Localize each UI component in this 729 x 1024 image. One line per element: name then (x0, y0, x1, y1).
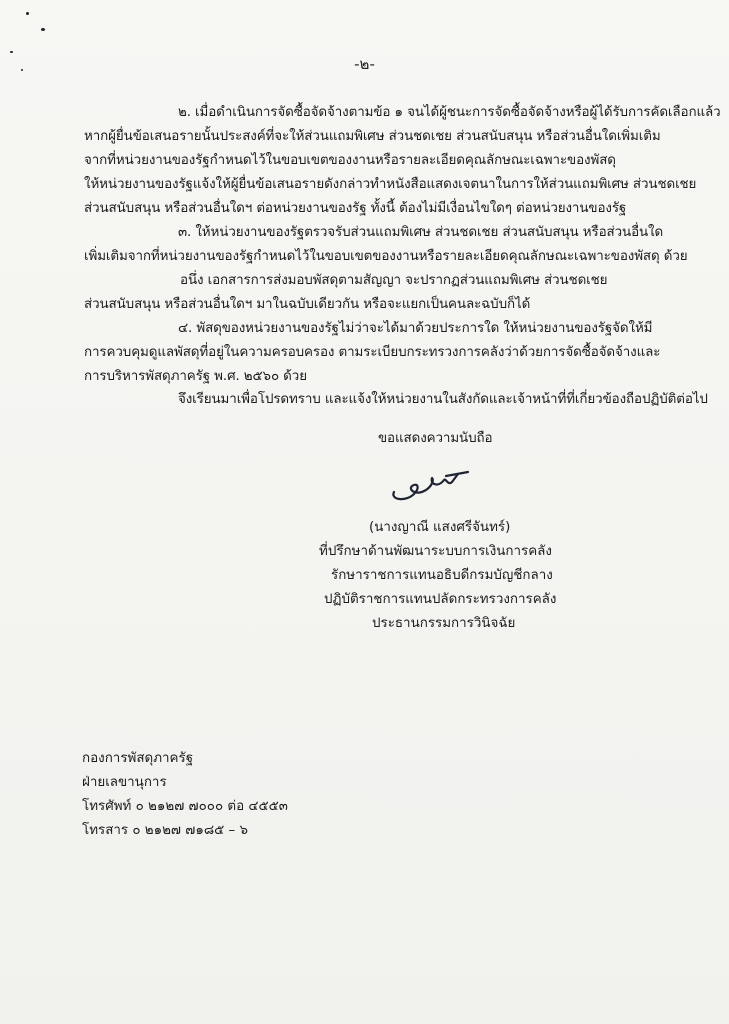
paragraph-2-line: ให้หน่วยงานของรัฐแจ้งให้ผู้ยื่นข้อเสนอรายดังกล่าวทำหนังสือแสดงเจตนาในการให้ส่วนแถมพิเศษ ส่วนชดเชย (84, 177, 697, 192)
paragraph-3-line: อนึ่ง เอกสารการส่งมอบพัสดุตามสัญญา จะปรากฏส่วนแถมพิเศษ ส่วนชดเชย (180, 273, 608, 288)
scan-speck (26, 12, 29, 15)
signer-title: รักษาราชการแทนอธิบดีกรมบัญชีกลาง (331, 568, 553, 583)
signer-name: (นางญาณี แสงศรีจันทร์) (369, 520, 511, 535)
contact-phone: โทรศัพท์ ๐ ๒๑๒๗ ๗๐๐๐ ต่อ ๔๕๕๓ (82, 799, 288, 814)
contact-section: ฝ่ายเลขานุการ (82, 775, 167, 790)
paragraph-4-line: ๔. พัสดุของหน่วยงานของรัฐไม่ว่าจะได้มาด้วยประการใด ให้หน่วยงานของรัฐจัดให้มี (178, 321, 653, 336)
paragraph-2-line: ส่วนสนับสนุน หรือส่วนอื่นใดฯ ต่อหน่วยงานของรัฐ ทั้งนี้ ต้องไม่มีเงื่อนไขใดๆ ต่อหน่วยงานของรัฐ (84, 201, 627, 216)
signer-title: ที่ปรึกษาด้านพัฒนาระบบการเงินการคลัง (319, 544, 552, 559)
page-number: -๒- (354, 55, 375, 73)
contact-fax: โทรสาร ๐ ๒๑๒๗ ๗๑๘๕ – ๖ (82, 823, 249, 838)
paragraph-3-line: ส่วนสนับสนุน หรือส่วนอื่นใดฯ มาในฉบับเดียวกัน หรือจะแยกเป็นคนละฉบับก็ได้ (84, 297, 531, 312)
closing-salutation: ขอแสดงความนับถือ (378, 431, 493, 446)
paragraph-3-line: เพิ่มเติมจากที่หน่วยงานของรัฐกำหนดไว้ในขอบเขตของงานหรือรายละเอียดคุณลักษณะเฉพาะของพัสดุ ด้วย (84, 249, 688, 264)
closing-request: จึงเรียนมาเพื่อโปรดทราบ และแจ้งให้หน่วยงานในสังกัดและเจ้าหน้าที่ที่เกี่ยวข้องถือปฏิบัติต่อไป (178, 392, 708, 407)
paragraph-2-line: ๒. เมื่อดำเนินการจัดซื้อจัดจ้างตามข้อ ๑ จนได้ผู้ชนะการจัดซื้อจัดจ้างหรือผู้ได้รับการคัดเลือกแล้ว (178, 105, 721, 120)
paragraph-4-line: การบริหารพัสดุภาครัฐ พ.ศ. ๒๕๖๐ ด้วย (84, 369, 307, 384)
signer-title: ประธานกรรมการวินิจฉัย (372, 616, 516, 631)
paragraph-4-line: การควบคุมดูแลพัสดุที่อยู่ในความครอบครอง ตามระเบียบกระทรวงการคลังว่าด้วยการจัดซื้อจัดจ้างและ (84, 345, 661, 360)
contact-department: กองการพัสดุภาครัฐ (82, 751, 194, 766)
handwritten-signature (388, 466, 478, 506)
paragraph-2-line: หากผู้ยื่นข้อเสนอรายนั้นประสงค์ที่จะให้ส่วนแถมพิเศษ ส่วนชดเชย ส่วนสนับสนุน หรือส่วนอื่นใดเพิ่มเติม (84, 129, 661, 144)
paragraph-2-line: จากที่หน่วยงานของรัฐกำหนดไว้ในขอบเขตของงานหรือรายละเอียดคุณลักษณะเฉพาะของพัสดุ (84, 153, 616, 168)
signer-title: ปฏิบัติราชการแทนปลัดกระทรวงการคลัง (324, 592, 557, 607)
paragraph-3-line: ๓. ให้หน่วยงานของรัฐตรวจรับส่วนแถมพิเศษ ส่วนชดเชย ส่วนสนับสนุน หรือส่วนอื่นใด (178, 225, 664, 240)
scan-speck (41, 28, 45, 31)
